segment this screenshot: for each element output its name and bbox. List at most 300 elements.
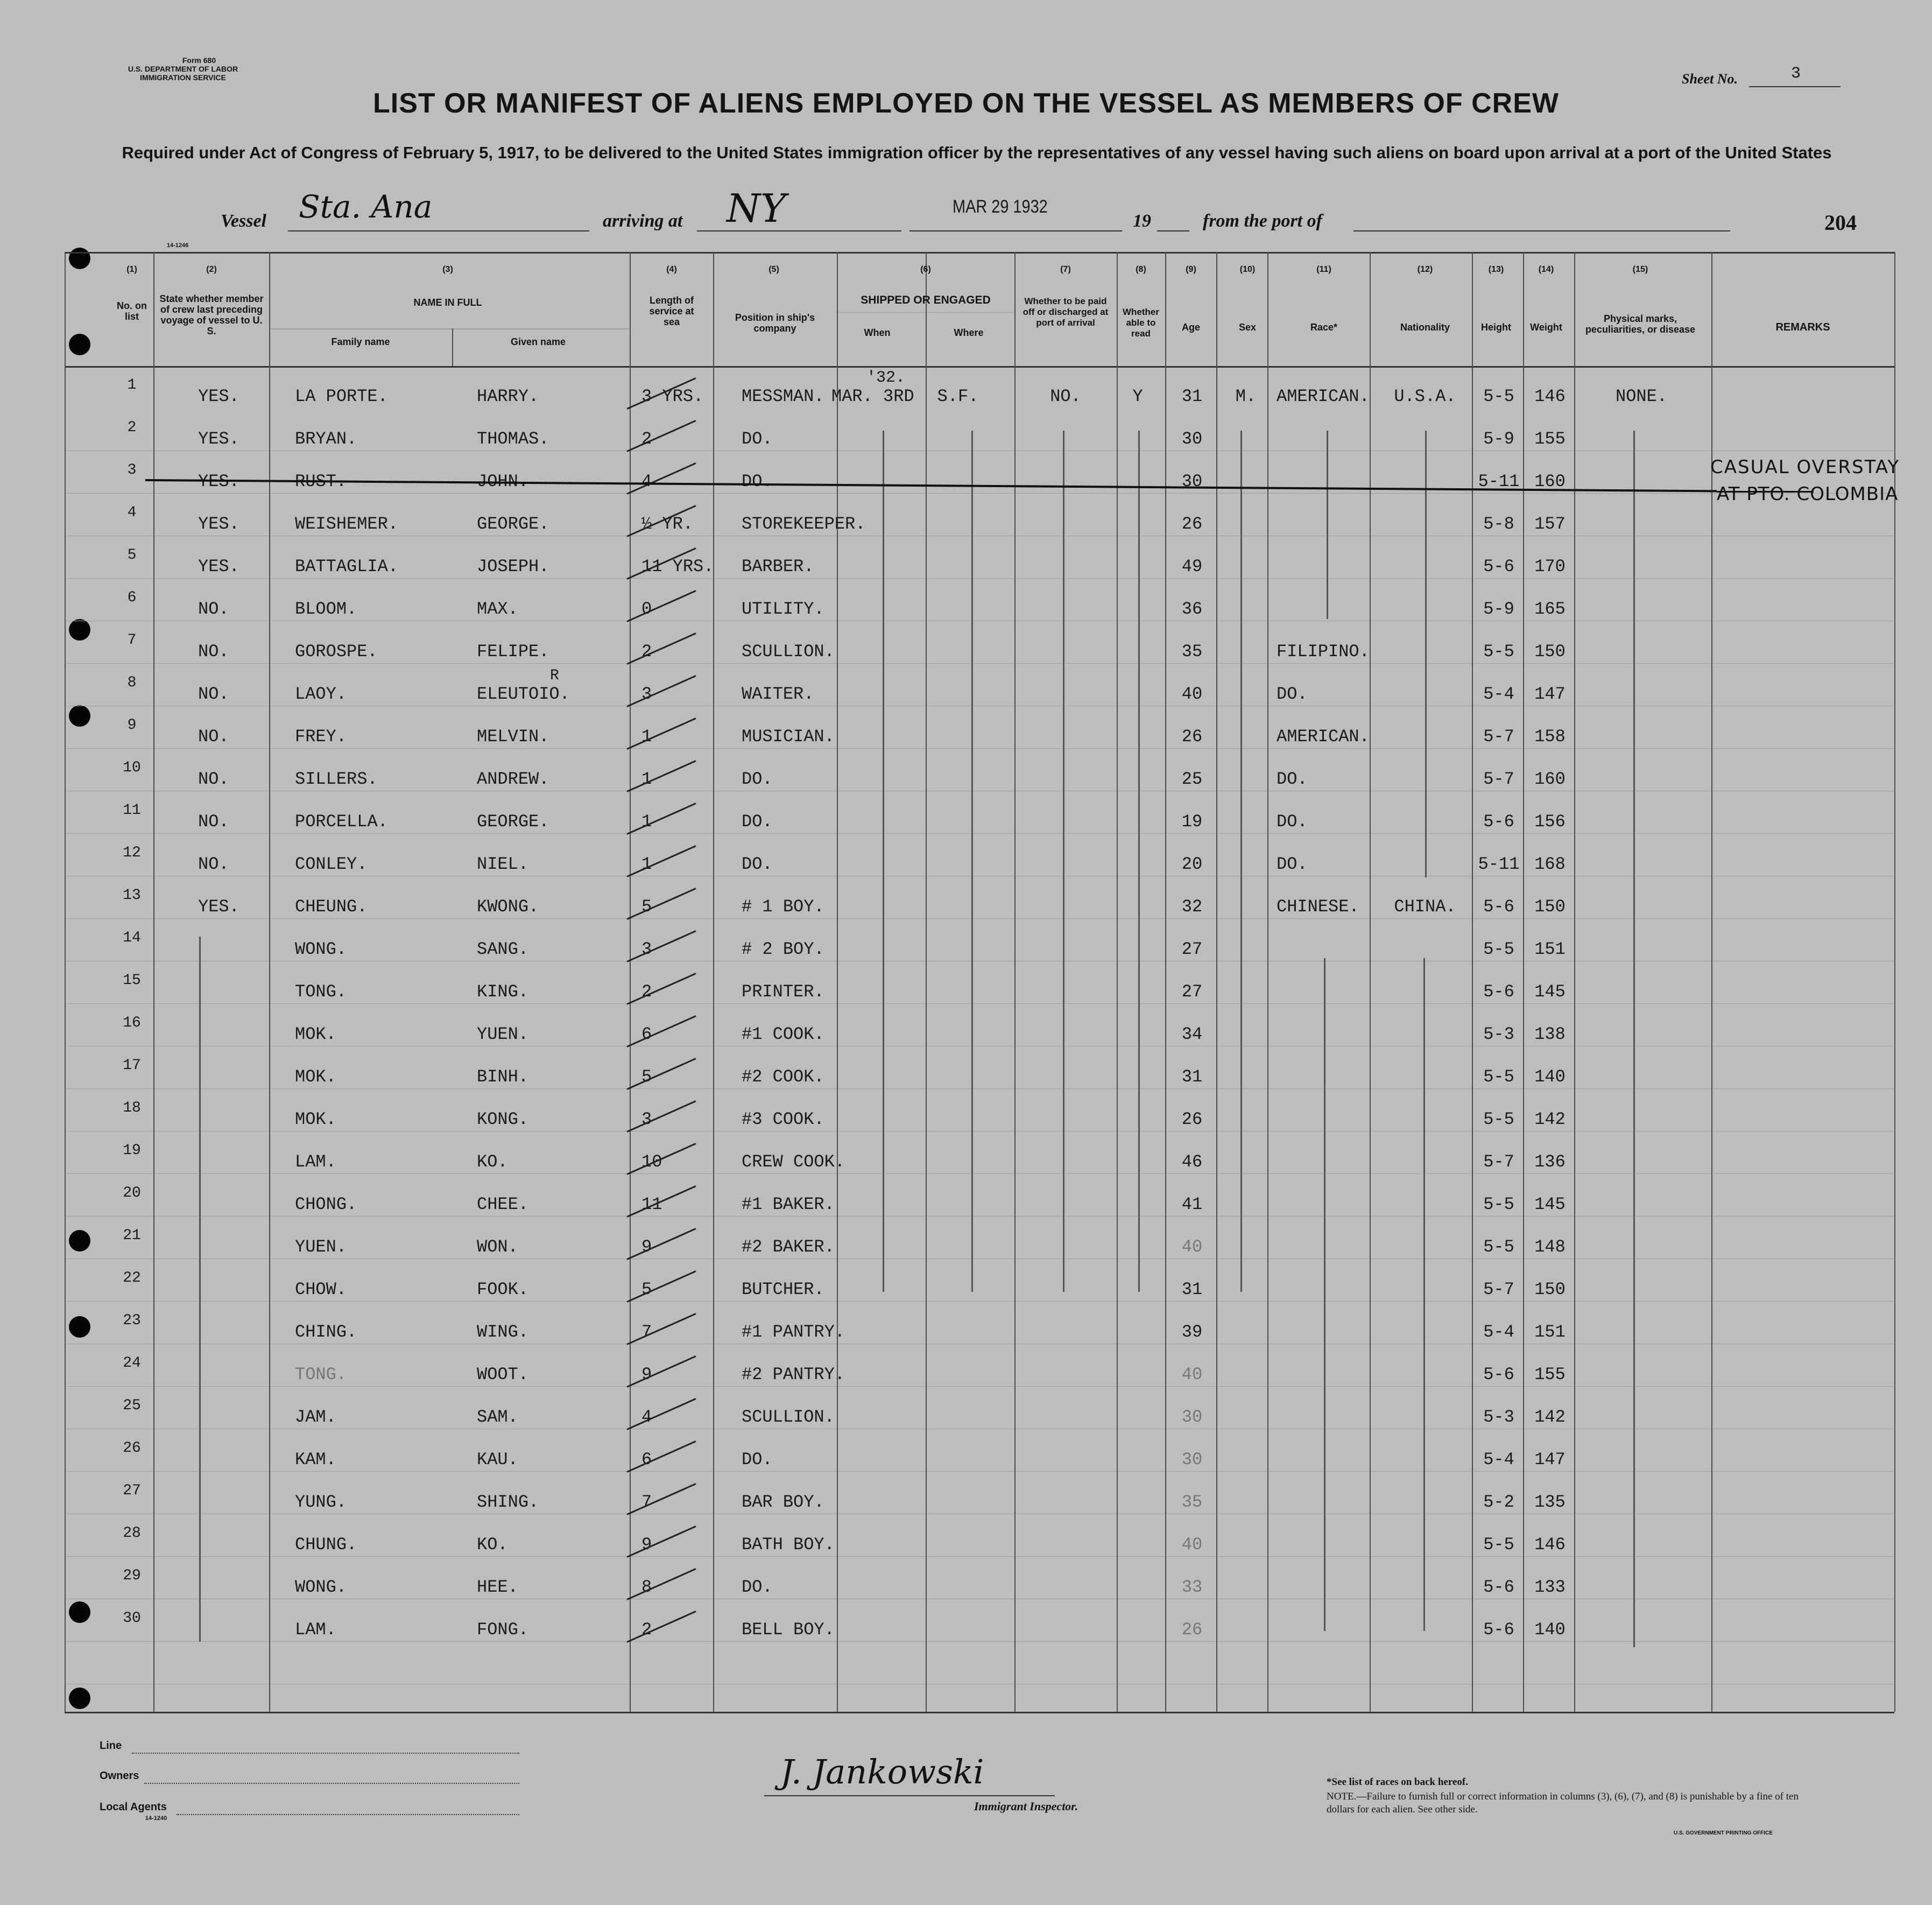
row-5-service: 11 YRS. [641, 557, 714, 577]
ditto-stroke [1327, 431, 1328, 619]
row-12-no: 12 [123, 845, 141, 861]
row-20-height: 5-5 [1483, 1194, 1514, 1214]
row-26-age: 30 [1181, 1450, 1203, 1470]
row-2-family: BRYAN. [295, 429, 357, 449]
row-20-no: 20 [123, 1185, 141, 1201]
row-24-height: 5-6 [1483, 1365, 1514, 1384]
header-no-on-list: No. on list [117, 300, 147, 322]
row-15-no: 15 [123, 972, 141, 989]
row-27-given: SHING. [477, 1492, 539, 1512]
row-20-family: CHONG. [295, 1194, 357, 1214]
row-18-service: 3 [641, 1109, 652, 1129]
row-17-given: BINH. [477, 1067, 529, 1087]
owners-field [144, 1783, 519, 1784]
row-17-family: MOK. [295, 1067, 336, 1087]
row-30-height: 5-6 [1483, 1620, 1514, 1640]
remark-casual-overstay: CASUAL OVERSTAY [1710, 456, 1900, 478]
form-number: Form 680 [182, 56, 216, 65]
col-number: (2) [206, 265, 217, 274]
row-25-family: JAM. [295, 1407, 336, 1427]
ditto-stroke [971, 431, 973, 1292]
column-rule [1165, 252, 1166, 1712]
row-7-position: SCULLION. [742, 642, 835, 662]
column-rule [1523, 252, 1524, 1712]
row-20-given: CHEE. [477, 1194, 529, 1214]
row-rule [65, 833, 1894, 834]
row-10-race: DO. [1277, 769, 1308, 789]
year-annotation: '32. [866, 369, 906, 387]
check-mark [626, 845, 696, 877]
row-5-position: BARBER. [742, 557, 814, 577]
row-5-family: BATTAGLIA. [295, 557, 399, 577]
row-3-us: YES. [198, 472, 239, 491]
row-2-age: 30 [1181, 429, 1203, 449]
row-4-family: WEISHEMER. [295, 514, 399, 534]
header-position: Position in ship's company [735, 312, 815, 334]
column-rule [1216, 252, 1217, 1712]
col-number: (13) [1488, 265, 1504, 274]
row-17-weight: 140 [1534, 1067, 1566, 1087]
column-rule [837, 252, 838, 1712]
row-9-family: FREY. [295, 727, 347, 747]
row-15-age: 27 [1181, 982, 1203, 1002]
row-7-age: 35 [1181, 642, 1203, 662]
row-4-weight: 157 [1534, 514, 1566, 534]
row-9-race: AMERICAN. [1277, 727, 1370, 747]
row-26-service: 6 [641, 1450, 652, 1470]
check-mark [626, 1100, 696, 1133]
check-mark [626, 1058, 696, 1090]
row-25-service: 4 [641, 1407, 652, 1427]
sheet-label: Sheet No. [1682, 71, 1738, 87]
check-mark [626, 1568, 696, 1600]
check-mark [626, 1611, 696, 1643]
row-22-position: BUTCHER. [742, 1280, 824, 1299]
from-port-label: from the port of [1203, 211, 1322, 231]
row-15-given: KING. [477, 982, 529, 1002]
row-14-given: SANG. [477, 939, 529, 959]
printer-imprint: U.S. GOVERNMENT PRINTING OFFICE [1674, 1830, 1773, 1836]
row-23-service: 7 [641, 1322, 652, 1342]
inspector-signature: J. Jankowski [780, 1752, 984, 1791]
header-race: Race* [1310, 322, 1338, 333]
row-29-family: WONG. [295, 1577, 347, 1597]
row-6-position: UTILITY. [742, 599, 824, 619]
row-16-age: 34 [1181, 1024, 1203, 1044]
check-mark [626, 1270, 696, 1303]
row-11-age: 19 [1181, 812, 1203, 832]
row-24-weight: 155 [1534, 1365, 1566, 1384]
row-11-weight: 156 [1534, 812, 1566, 832]
row-1-read: Y [1132, 386, 1143, 406]
ditto-stroke [1240, 431, 1242, 1292]
row-rule [65, 1003, 1894, 1004]
page-subtitle: Required under Act of Congress of February 5, 1917, to be delivered to the United States immigration officer by the representatives of any vessel having such aliens on board upon arrival at a port of the United States [122, 143, 1832, 162]
arriving-label: arriving at [603, 211, 683, 231]
header-given-name: Given name [510, 336, 566, 347]
row-23-age: 39 [1181, 1322, 1203, 1342]
row-6-weight: 165 [1534, 599, 1566, 619]
punch-hole [69, 1230, 90, 1252]
row-8-height: 5-4 [1483, 684, 1514, 704]
agents-code: 14-1240 [145, 1815, 167, 1822]
department-name: U.S. DEPARTMENT OF LABOR [128, 65, 238, 73]
header-height: Height [1481, 322, 1511, 333]
row-1-where: S.F. [937, 386, 979, 406]
row-19-position: CREW COOK. [742, 1152, 845, 1172]
row-8-weight: 147 [1534, 684, 1566, 704]
row-12-age: 20 [1181, 854, 1203, 874]
check-mark [626, 1398, 696, 1430]
row-13-position: # 1 BOY. [742, 897, 824, 917]
row-9-no: 9 [127, 717, 137, 734]
row-1-position: MESSMAN. [742, 386, 824, 406]
row-9-height: 5-7 [1483, 727, 1514, 747]
row-27-family: YUNG. [295, 1492, 347, 1512]
ditto-stroke [1425, 431, 1427, 877]
row-25-age: 30 [1181, 1407, 1203, 1427]
row-rule [65, 1216, 1894, 1217]
header-physical-marks: Physical marks, peculiarities, or disease [1585, 313, 1696, 335]
row-1-no: 1 [127, 377, 137, 393]
row-22-height: 5-7 [1483, 1280, 1514, 1299]
row-23-position: #1 PANTRY. [742, 1322, 845, 1342]
row-rule [65, 748, 1894, 749]
remark-port-colombia: AT PTO. COLOMBIA [1717, 483, 1899, 505]
row-14-family: WONG. [295, 939, 347, 959]
row-5-age: 49 [1181, 557, 1203, 577]
row-18-no: 18 [123, 1100, 141, 1116]
from-port-line [1353, 230, 1730, 231]
row-rule [65, 493, 1894, 494]
row-19-height: 5-7 [1483, 1152, 1514, 1172]
row-10-service: 1 [641, 769, 652, 789]
row-1-family: LA PORTE. [295, 386, 388, 406]
row-rule [65, 663, 1894, 664]
row-25-height: 5-3 [1483, 1407, 1514, 1427]
column-rule [926, 312, 927, 366]
header-nationality: Nationality [1400, 322, 1450, 333]
row-6-age: 36 [1181, 599, 1203, 619]
check-mark [626, 1015, 696, 1048]
row-6-height: 5-9 [1483, 599, 1514, 619]
date-line [909, 230, 1122, 231]
row-16-no: 16 [123, 1015, 141, 1031]
row-5-no: 5 [127, 547, 137, 564]
header-previous-voyage: State whether member of crew last preceding voyage of vessel to U. S. [159, 293, 264, 336]
row-20-age: 41 [1181, 1194, 1203, 1214]
row-14-age: 27 [1181, 939, 1203, 959]
row-18-height: 5-5 [1483, 1109, 1514, 1129]
row-30-weight: 140 [1534, 1620, 1566, 1640]
row-8-no: 8 [127, 674, 137, 691]
row-30-service: 2 [641, 1620, 652, 1640]
row-21-position: #2 BAKER. [742, 1237, 835, 1257]
row-14-position: # 2 BOY. [742, 939, 824, 959]
races-note: *See list of races on back hereof. [1327, 1776, 1468, 1788]
row-9-given: MELVIN. [477, 727, 549, 747]
row-1-age: 31 [1181, 386, 1203, 406]
row-19-given: KO. [477, 1152, 508, 1172]
row-9-weight: 158 [1534, 727, 1566, 747]
signature-line [764, 1795, 1055, 1796]
col-number: (14) [1538, 265, 1554, 274]
row-11-height: 5-6 [1483, 812, 1514, 832]
row-11-given: GEORGE. [477, 812, 549, 832]
row-8-given: ELEUTOIO. [477, 684, 570, 704]
vessel-label: Vessel [221, 211, 266, 231]
row-19-service: 10 [641, 1152, 662, 1172]
row-4-no: 4 [127, 504, 137, 521]
column-rule [1117, 252, 1118, 1712]
row-rule [65, 578, 1894, 579]
row-2-us: YES. [198, 429, 239, 449]
row-11-race: DO. [1277, 812, 1308, 832]
row-rule [65, 1556, 1894, 1557]
row-17-service: 5 [641, 1067, 652, 1087]
row-18-position: #3 COOK. [742, 1109, 824, 1129]
row-27-age: 35 [1181, 1492, 1203, 1512]
ditto-stroke [883, 431, 884, 1292]
row-22-weight: 150 [1534, 1280, 1566, 1299]
row-26-height: 5-4 [1483, 1450, 1514, 1470]
row-6-family: BLOOM. [295, 599, 357, 619]
row-2-no: 2 [127, 419, 137, 436]
punch-hole [69, 248, 90, 269]
ditto-stroke [1423, 958, 1425, 1631]
ditto-stroke [199, 937, 201, 1642]
col-number: (10) [1239, 265, 1256, 274]
row-20-service: 11 [641, 1194, 662, 1214]
check-mark [626, 420, 696, 452]
row-1-marks: NONE. [1615, 386, 1668, 406]
row-8-service: 3 [641, 684, 652, 704]
row-13-us: YES. [198, 897, 239, 917]
row-1-us: YES. [198, 386, 239, 406]
column-rule [65, 252, 66, 1712]
row-30-no: 30 [123, 1610, 141, 1627]
row-4-service: ½ YR. [641, 514, 694, 534]
punch-hole [69, 1688, 90, 1709]
row-2-given: THOMAS. [477, 429, 549, 449]
row-5-given: JOSEPH. [477, 557, 549, 577]
row-15-position: PRINTER. [742, 982, 824, 1002]
row-21-age: 40 [1181, 1237, 1203, 1257]
check-mark [626, 973, 696, 1005]
check-mark [626, 1440, 696, 1473]
row-10-height: 5-7 [1483, 769, 1514, 789]
row-26-no: 26 [123, 1440, 141, 1457]
row-18-given: KONG. [477, 1109, 529, 1129]
agents-label: Local Agents [100, 1801, 167, 1813]
column-rule [1574, 252, 1575, 1712]
punch-hole [69, 1601, 90, 1623]
header-weight: Weight [1530, 322, 1562, 333]
column-rule [153, 252, 154, 1712]
row-12-given: NIEL. [477, 854, 529, 874]
row-3-height: 5-11 [1478, 472, 1520, 491]
row-13-no: 13 [123, 887, 141, 904]
row-14-service: 3 [641, 939, 652, 959]
row-1-sex: M. [1235, 386, 1257, 406]
row-23-family: CHING. [295, 1322, 357, 1342]
row-1-race: AMERICAN. [1277, 386, 1370, 406]
row-8-us: NO. [198, 684, 229, 704]
row-3-service: 4 [641, 472, 652, 491]
col-number: (1) [126, 265, 137, 274]
row-3-family: RUST. [295, 472, 347, 491]
row-29-height: 5-6 [1483, 1577, 1514, 1597]
row-24-family: TONG. [295, 1365, 347, 1384]
row-19-no: 19 [123, 1142, 141, 1159]
row-8-race: DO. [1277, 684, 1308, 704]
row-15-weight: 145 [1534, 982, 1566, 1002]
row-28-weight: 146 [1534, 1535, 1566, 1555]
check-mark [626, 675, 696, 707]
header-where: Where [954, 327, 984, 338]
row-12-family: CONLEY. [295, 854, 368, 874]
row-3-age: 30 [1181, 472, 1203, 491]
row-5-us: YES. [198, 557, 239, 577]
form-code: 14-1246 [166, 242, 189, 249]
row-10-no: 10 [123, 760, 141, 776]
row-4-position: STOREKEEPER. [742, 514, 866, 534]
punch-hole [69, 334, 90, 355]
row-12-service: 1 [641, 854, 652, 874]
row-28-position: BATH BOY. [742, 1535, 835, 1555]
table-header-rule [65, 366, 1894, 368]
row-24-service: 9 [641, 1365, 652, 1384]
row-27-height: 5-2 [1483, 1492, 1514, 1512]
row-21-service: 9 [641, 1237, 652, 1257]
row-13-service: 5 [641, 897, 652, 917]
row-9-age: 26 [1181, 727, 1203, 747]
header-name-in-full: NAME IN FULL [413, 297, 482, 308]
row-3-position: DO. [742, 472, 773, 491]
table-bottom-rule [65, 1712, 1894, 1713]
row-3-no: 3 [127, 462, 137, 479]
row-27-weight: 135 [1534, 1492, 1566, 1512]
col-number: (5) [768, 265, 779, 274]
line-label: Line [100, 1740, 122, 1752]
row-16-given: YUEN. [477, 1024, 529, 1044]
row-28-height: 5-5 [1483, 1535, 1514, 1555]
row-7-service: 2 [641, 642, 652, 662]
row-21-family: YUEN. [295, 1237, 347, 1257]
check-mark [626, 632, 696, 665]
col-number: (15) [1632, 265, 1648, 274]
row-23-height: 5-4 [1483, 1322, 1514, 1342]
penalty-note: NOTE.—Failure to furnish full or correct information in columns (3), (6), (7), and (8) is punishable by a fine of ten dollars for each alien. See other side. [1327, 1791, 1799, 1815]
punch-hole [69, 705, 90, 727]
row-27-no: 27 [123, 1482, 141, 1499]
row-14-no: 14 [123, 930, 141, 946]
row-rule [65, 1641, 1894, 1642]
row-23-given: WING. [477, 1322, 529, 1342]
column-rule [926, 252, 927, 1712]
row-10-given: ANDREW. [477, 769, 549, 789]
row-25-given: SAM. [477, 1407, 518, 1427]
check-mark [626, 1355, 696, 1388]
row-29-given: HEE. [477, 1577, 518, 1597]
row-26-weight: 147 [1534, 1450, 1566, 1470]
row-28-family: CHUNG. [295, 1535, 357, 1555]
row-26-family: KAM. [295, 1450, 336, 1470]
row-18-weight: 142 [1534, 1109, 1566, 1129]
row-rule [65, 1301, 1894, 1302]
row-26-given: KAU. [477, 1450, 518, 1470]
row-7-weight: 150 [1534, 642, 1566, 662]
column-rule [1472, 252, 1473, 1712]
row-10-position: DO. [742, 769, 773, 789]
row-13-nat: CHINA. [1394, 897, 1456, 917]
table-top-rule [65, 252, 1894, 254]
column-rule [452, 328, 453, 366]
row-4-age: 26 [1181, 514, 1203, 534]
row-23-weight: 151 [1534, 1322, 1566, 1342]
row-24-age: 40 [1181, 1365, 1203, 1384]
header-shipped-or-engaged: SHIPPED OR ENGAGED [861, 294, 991, 306]
header-age: Age [1181, 322, 1200, 333]
row-6-given: MAX. [477, 599, 518, 619]
row-1-height: 5-5 [1483, 386, 1514, 406]
row-22-no: 22 [123, 1270, 141, 1287]
ditto-stroke [1063, 431, 1064, 1292]
row-15-family: TONG. [295, 982, 347, 1002]
row-29-no: 29 [123, 1567, 141, 1584]
row-30-family: LAM. [295, 1620, 336, 1640]
row-17-no: 17 [123, 1057, 141, 1074]
row-18-age: 26 [1181, 1109, 1203, 1129]
check-mark [626, 462, 696, 495]
row-13-family: CHEUNG. [295, 897, 368, 917]
col-number: (3) [442, 265, 453, 274]
column-rule [1370, 252, 1371, 1712]
column-rule [713, 252, 714, 1712]
row-9-service: 1 [641, 727, 652, 747]
row-6-no: 6 [127, 589, 137, 606]
row-1-given: HARRY. [477, 386, 539, 406]
row-24-position: #2 PANTRY. [742, 1365, 845, 1384]
row-21-given: WON. [477, 1237, 518, 1257]
row-28-service: 9 [641, 1535, 652, 1555]
header-sex: Sex [1238, 322, 1257, 333]
row-28-given: KO. [477, 1535, 508, 1555]
col-number: (8) [1136, 265, 1146, 274]
row-1-when: MAR. 3RD [831, 386, 914, 406]
row-19-family: LAM. [295, 1152, 336, 1172]
row-2-weight: 155 [1534, 429, 1566, 449]
row-28-age: 40 [1181, 1535, 1203, 1555]
row-12-us: NO. [198, 854, 229, 874]
page-number: 204 [1824, 210, 1857, 235]
header-remarks: REMARKS [1775, 321, 1830, 333]
row-16-service: 6 [641, 1024, 652, 1044]
row-29-age: 33 [1181, 1577, 1203, 1597]
punch-hole [69, 619, 90, 641]
row-29-weight: 133 [1534, 1577, 1566, 1597]
row-10-weight: 160 [1534, 769, 1566, 789]
row-rule [65, 918, 1894, 919]
row-29-position: DO. [742, 1577, 773, 1597]
row-5-height: 5-6 [1483, 557, 1514, 577]
row-7-us: NO. [198, 642, 229, 662]
col-number: (6) [920, 265, 931, 274]
check-mark [626, 1526, 696, 1558]
row-rule [65, 1471, 1894, 1472]
punch-hole [69, 1316, 90, 1338]
row-29-service: 8 [641, 1577, 652, 1597]
